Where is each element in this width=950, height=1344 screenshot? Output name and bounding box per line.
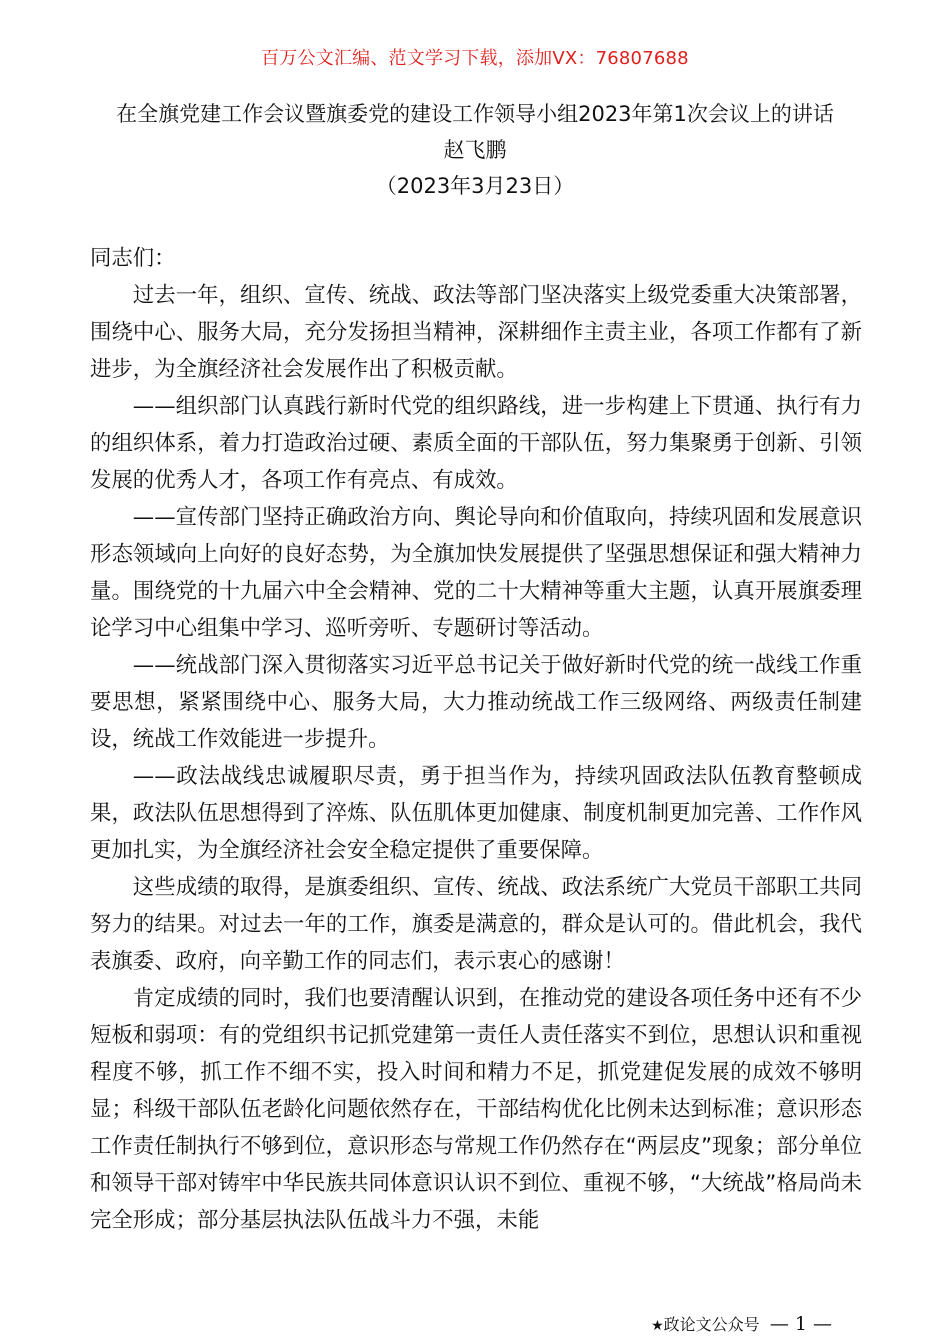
speech-date: （2023年3月23日） — [375, 174, 575, 198]
paragraph: ——组织部门认真践行新时代党的组织路线，进一步构建上下贯通、执行有力的组织体系，着力打造政治过硬、素质全面的干部队伍，努力集聚勇于创新、引领发展的优秀人才，各项工作有亮点、有成效。 — [90, 394, 862, 493]
paragraph: ——政法战线忠诚履职尽责，勇于担当作为，持续巩固政法队伍教育整顿成果，政法队伍思想得到了淬炼、队伍肌体更加健康、制度机制更加完善、工作作风更加扎实，为全旗经济社会安全稳定提供了重要保障。 — [90, 764, 862, 863]
paragraph: 过去一年，组织、宣传、统战、政法等部门坚决落实上级党委重大决策部署，围绕中心、服务大局，充分发扬担当精神，深耕细作主责主业，各项工作都有了新进步，为全旗经济社会发展作出了积极贡献。 — [90, 283, 862, 382]
footer-source: 政论文公众号 — [663, 1315, 760, 1334]
paragraph: ——统战部门深入贯彻落实习近平总书记关于做好新时代党的统一战线工作重要思想，紧紧围绕中心、服务大局，大力推动统战工作三级网络、两级责任制建设，统战工作效能进一步提升。 — [90, 653, 862, 752]
speech-body — [90, 240, 862, 1239]
paragraph: 这些成绩的取得，是旗委组织、宣传、统战、政法系统广大党员干部职工共同努力的结果。对过去一年的工作，旗委是满意的，群众是认可的。借此机会，我代表旗委、政府，向辛勤工作的同志们，表示衷心的感谢！ — [90, 875, 862, 974]
speaker-name: 赵飞鹏 — [443, 138, 507, 162]
page-footer — [651, 1312, 832, 1338]
star-icon: ★ — [651, 1318, 664, 1334]
page-number: — 1 — — [769, 1313, 832, 1335]
watermark-banner: 百万公文汇编、范文学习下载，添加VX：76807688 — [261, 48, 689, 69]
salutation: 同志们： — [90, 246, 176, 271]
paragraph: 肯定成绩的同时，我们也要清醒认识到，在推动党的建设各项任务中还有不少短板和弱项：有的党组织书记抓党建第一责任人责任落实不到位，思想认识和重视程度不够，抓工作不细不实，投入时间和精力不足，抓党建促发展的成效不够明显；科级干部队伍老龄化问题依然存在，干部结构优化比例未达到标准；意识形态工作责任制执行不够到位，意识形态与常规工作仍然存在“两层皮”现象；部分单位和领导干部对铸牢中华民族共同体意识认识不到位、重视不够，“大统战”格局尚未完全形成；部分基层执法队伍战斗力不强，未能 — [90, 986, 862, 1233]
document-header — [60, 96, 890, 204]
paragraph: ——宣传部门坚持正确政治方向、舆论导向和价值取向，持续巩固和发展意识形态领域向上向好的良好态势，为全旗加快发展提供了坚强思想保证和强大精神力量。围绕党的十九届六中全会精神、党的二十大精神等重大主题，认真开展旗委理论学习中心组集中学习、巡听旁听、专题研讨等活动。 — [90, 505, 862, 641]
speech-title: 在全旗党建工作会议暨旗委党的建设工作领导小组2023年第1次会议上的讲话 — [116, 102, 834, 126]
